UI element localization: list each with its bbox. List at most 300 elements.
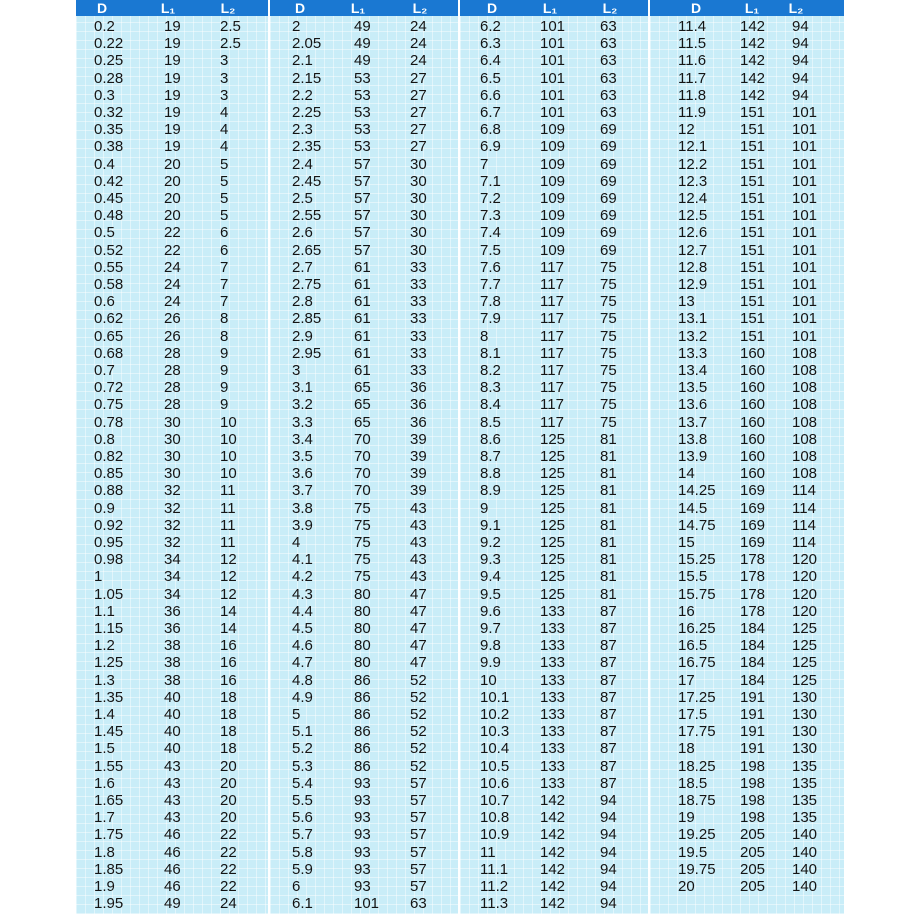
header-d: D: [486, 0, 498, 16]
table-row: [76, 689, 268, 706]
cell-d: 0.62: [94, 310, 124, 328]
cell-d: 1.5: [94, 740, 115, 758]
cell-l1: 142: [540, 878, 566, 895]
cell-l2: 14: [220, 602, 237, 620]
cell-d: 13.6: [678, 396, 708, 414]
table-row: [650, 517, 844, 534]
cell-l1: 191: [740, 740, 766, 758]
cell-l2: 36: [410, 396, 427, 414]
table-row: [650, 293, 844, 310]
cell-l1: 125: [540, 551, 566, 569]
cell-l2: 47: [410, 602, 427, 620]
table-row: [270, 895, 458, 912]
cell-d: 0.8: [94, 430, 115, 448]
cell-d: 0.9: [94, 499, 115, 517]
cell-l2: 101: [792, 327, 818, 345]
cell-l1: 151: [740, 138, 766, 156]
cell-l2: 33: [410, 310, 427, 328]
cell-d: 9.8: [480, 637, 501, 655]
cell-l2: 101: [792, 172, 818, 190]
cell-d: 10.8: [480, 809, 510, 827]
cell-d: 8.6: [480, 430, 501, 448]
table-row: [650, 224, 844, 241]
cell-l1: 57: [354, 224, 371, 242]
cell-d: 8.9: [480, 482, 501, 500]
cell-d: 5.4: [292, 774, 313, 792]
cell-l2: 7: [220, 293, 229, 311]
cell-l1: 70: [354, 465, 371, 483]
cell-l2: 75: [600, 362, 617, 379]
cell-d: 1.85: [94, 860, 124, 878]
cell-l1: 46: [164, 878, 181, 895]
cell-d: 13.5: [678, 379, 708, 397]
cell-l2: 12: [220, 551, 237, 569]
table-row: [270, 121, 458, 138]
table-row: [76, 242, 268, 259]
cell-d: 6.7: [480, 104, 501, 121]
table-row: [76, 740, 268, 757]
cell-d: 2.2: [292, 86, 313, 104]
cell-l1: 101: [540, 104, 566, 121]
cell-l1: 93: [354, 792, 371, 809]
cell-l1: 109: [540, 138, 566, 156]
table-row: [460, 18, 648, 35]
cell-l2: 47: [410, 620, 427, 637]
cell-d: 8: [480, 327, 489, 345]
cell-l2: 63: [600, 18, 617, 35]
header-d: D: [690, 0, 702, 16]
cell-d: 2.75: [292, 276, 322, 293]
cell-d: 18: [678, 740, 695, 758]
cell-d: 2.95: [292, 344, 322, 362]
cell-l1: 101: [540, 52, 566, 70]
cell-l2: 10: [220, 465, 237, 483]
cell-l2: 20: [220, 774, 237, 792]
cell-l1: 32: [164, 534, 181, 551]
cell-l1: 151: [740, 104, 766, 121]
cell-d: 3.8: [292, 499, 313, 517]
cell-l1: 24: [164, 276, 181, 293]
cell-l2: 57: [410, 860, 427, 878]
table-row: [270, 448, 458, 465]
table-row: [650, 276, 844, 293]
cell-l1: 198: [740, 757, 766, 775]
table-row: [270, 586, 458, 603]
table-row: [270, 414, 458, 431]
table-body: [650, 16, 844, 914]
cell-l1: 198: [740, 774, 766, 792]
table-row: [270, 379, 458, 396]
cell-l1: 125: [540, 585, 566, 603]
cell-l2: 10: [220, 413, 237, 431]
cell-d: 7.7: [480, 276, 501, 293]
cell-l2: 30: [410, 172, 427, 190]
cell-d: 0.95: [94, 534, 124, 551]
cell-l1: 22: [164, 224, 181, 242]
cell-l1: 117: [540, 293, 564, 311]
cell-l2: 20: [220, 757, 237, 775]
cell-l1: 125: [540, 516, 566, 534]
cell-l2: 108: [792, 430, 818, 448]
cell-l2: 4: [220, 138, 229, 156]
cell-l2: 16: [220, 654, 237, 672]
cell-l1: 133: [540, 774, 566, 792]
cell-l2: 140: [792, 843, 818, 861]
cell-d: 0.32: [94, 104, 124, 121]
cell-l2: 101: [792, 241, 818, 259]
cell-d: 14.5: [678, 499, 708, 517]
cell-d: 11.1: [480, 860, 509, 878]
table-row: [460, 534, 648, 551]
cell-d: 0.98: [94, 551, 124, 569]
cell-l1: 93: [354, 843, 371, 861]
table-row: [460, 740, 648, 757]
table-row: [460, 379, 648, 396]
cell-l2: 43: [410, 516, 427, 534]
cell-d: 19.5: [678, 843, 708, 861]
cell-d: 13.4: [678, 362, 708, 379]
cell-d: 2.7: [292, 258, 313, 276]
cell-l2: 94: [792, 52, 809, 70]
table-row: [650, 414, 844, 431]
table-row: [650, 844, 844, 861]
cell-d: 6.8: [480, 121, 501, 139]
cell-d: 11.5: [678, 35, 707, 53]
cell-l1: 109: [540, 241, 566, 259]
cell-l2: 94: [792, 69, 809, 87]
cell-l1: 93: [354, 878, 371, 895]
cell-l1: 86: [354, 688, 371, 706]
cell-l1: 151: [740, 276, 766, 293]
cell-d: 7.2: [480, 190, 501, 207]
cell-l1: 151: [740, 224, 766, 242]
table-row: [650, 379, 844, 396]
cell-l1: 117: [540, 413, 564, 431]
cell-d: 4.6: [292, 637, 313, 655]
cell-l2: 63: [600, 35, 617, 53]
cell-l2: 94: [600, 809, 617, 827]
cell-l2: 87: [600, 654, 617, 672]
table-panel-4: [650, 0, 844, 914]
cell-l1: 19: [164, 69, 181, 87]
cell-l2: 24: [410, 52, 427, 70]
cell-l2: 69: [600, 241, 617, 259]
cell-l2: 87: [600, 602, 617, 620]
cell-l2: 33: [410, 258, 427, 276]
table-row: [460, 293, 648, 310]
cell-d: 9.3: [480, 551, 501, 569]
table-row: [76, 224, 268, 241]
cell-l2: 52: [410, 740, 427, 758]
cell-l2: 114: [792, 482, 816, 500]
cell-l2: 135: [792, 792, 818, 809]
cell-d: 12.4: [678, 190, 708, 207]
table-row: [76, 878, 268, 895]
cell-l2: 18: [220, 688, 237, 706]
table-row: [76, 792, 268, 809]
cell-d: 3.6: [292, 465, 313, 483]
table-row: [460, 603, 648, 620]
cell-l2: 69: [600, 138, 617, 156]
cell-l1: 70: [354, 482, 371, 500]
table-row: [650, 121, 844, 138]
table-row: [76, 35, 268, 52]
cell-l1: 53: [354, 104, 371, 121]
table-row: [270, 551, 458, 568]
table-row: [76, 379, 268, 396]
cell-l2: 22: [220, 860, 237, 878]
cell-l1: 40: [164, 723, 181, 741]
cell-d: 4.5: [292, 620, 313, 637]
cell-l2: 101: [792, 138, 818, 156]
table-row: [270, 224, 458, 241]
cell-l1: 24: [164, 258, 181, 276]
cell-l2: 43: [410, 551, 427, 569]
cell-l2: 2.5: [220, 18, 241, 35]
table-row: [460, 345, 648, 362]
cell-l1: 19: [164, 104, 181, 121]
table-row: [270, 156, 458, 173]
cell-d: 0.52: [94, 241, 124, 259]
table-row: [270, 740, 458, 757]
cell-d: 3.9: [292, 516, 313, 534]
cell-d: 0.48: [94, 207, 124, 225]
cell-l2: 12: [220, 568, 237, 586]
cell-d: 6: [292, 878, 301, 895]
table-row: [76, 52, 268, 69]
table-row: [460, 878, 648, 895]
cell-d: 12.5: [678, 207, 708, 225]
cell-l1: 38: [164, 671, 181, 689]
cell-d: 13.3: [678, 344, 708, 362]
cell-d: 0.3: [94, 86, 115, 104]
cell-d: 8.5: [480, 413, 501, 431]
table-row: [270, 672, 458, 689]
cell-l2: 108: [792, 448, 818, 465]
cell-l1: 86: [354, 757, 371, 775]
cell-l2: 125: [792, 671, 818, 689]
table-row: [270, 52, 458, 69]
cell-l2: 87: [600, 688, 617, 706]
cell-d: 5.9: [292, 860, 313, 878]
cell-l2: 69: [600, 190, 617, 207]
table-row: [650, 87, 844, 104]
cell-l1: 125: [540, 568, 566, 586]
drill-size-table: [76, 0, 844, 914]
header-l2: L₂: [220, 0, 236, 16]
table-row: [650, 138, 844, 155]
cell-l2: 39: [410, 465, 427, 483]
cell-l2: 101: [792, 224, 818, 242]
table-row: [650, 740, 844, 757]
cell-l1: 205: [740, 826, 766, 844]
cell-l1: 151: [740, 258, 766, 276]
cell-l2: 125: [792, 620, 818, 637]
table-row: [460, 551, 648, 568]
cell-l2: 16: [220, 671, 237, 689]
cell-l1: 109: [540, 207, 566, 225]
table-row: [650, 18, 844, 35]
cell-l1: 160: [740, 362, 766, 379]
table-row: [76, 190, 268, 207]
table-row: [460, 156, 648, 173]
cell-l1: 142: [540, 895, 566, 913]
cell-d: 4.3: [292, 585, 313, 603]
cell-l2: 27: [410, 138, 427, 156]
table-row: [76, 637, 268, 654]
cell-l1: 117: [540, 344, 564, 362]
cell-l1: 75: [354, 568, 371, 586]
cell-l1: 28: [164, 396, 181, 414]
cell-d: 18.5: [678, 774, 708, 792]
cell-l2: 75: [600, 344, 617, 362]
cell-l1: 32: [164, 499, 181, 517]
table-row: [650, 345, 844, 362]
cell-d: 14: [678, 465, 695, 483]
cell-l1: 133: [540, 723, 566, 741]
cell-l2: 135: [792, 809, 818, 827]
cell-l1: 133: [540, 654, 566, 672]
table-header: [650, 0, 844, 16]
cell-l2: 11: [220, 482, 236, 500]
cell-l2: 52: [410, 757, 427, 775]
cell-l1: 43: [164, 809, 181, 827]
table-row: [460, 121, 648, 138]
cell-l2: 94: [600, 878, 617, 895]
cell-l1: 133: [540, 706, 566, 723]
cell-l2: 39: [410, 482, 427, 500]
cell-d: 10.3: [480, 723, 510, 741]
header-l1: L₁: [542, 0, 558, 16]
cell-l2: 57: [410, 774, 427, 792]
table-row: [460, 517, 648, 534]
cell-d: 13.7: [678, 413, 708, 431]
cell-l1: 160: [740, 344, 766, 362]
cell-d: 6.3: [480, 35, 501, 53]
table-row: [270, 293, 458, 310]
cell-l2: 33: [410, 344, 427, 362]
cell-l1: 160: [740, 430, 766, 448]
cell-l2: 63: [600, 104, 617, 121]
cell-l2: 114: [792, 499, 816, 517]
table-row: [650, 758, 844, 775]
table-row: [460, 259, 648, 276]
cell-l2: 69: [600, 172, 617, 190]
cell-l2: 69: [600, 121, 617, 139]
cell-l1: 22: [164, 241, 181, 259]
table-row: [270, 775, 458, 792]
cell-d: 7.5: [480, 241, 501, 259]
table-row: [76, 207, 268, 224]
cell-l1: 169: [740, 482, 766, 500]
table-row: [650, 654, 844, 671]
cell-d: 18.75: [678, 792, 716, 809]
cell-l1: 30: [164, 430, 181, 448]
cell-d: 0.75: [94, 396, 124, 414]
cell-d: 4.2: [292, 568, 313, 586]
cell-d: 17.75: [678, 723, 716, 741]
cell-l2: 57: [410, 843, 427, 861]
cell-l2: 3: [220, 86, 229, 104]
cell-d: 11.8: [678, 86, 707, 104]
cell-l1: 19: [164, 18, 181, 35]
table-row: [460, 758, 648, 775]
table-row: [76, 826, 268, 843]
cell-l2: 87: [600, 706, 617, 723]
table-row: [270, 173, 458, 190]
cell-l2: 140: [792, 860, 818, 878]
table-row: [270, 878, 458, 895]
cell-l2: 94: [792, 18, 809, 35]
cell-l2: 87: [600, 723, 617, 741]
cell-l1: 80: [354, 654, 371, 672]
cell-l2: 87: [600, 620, 617, 637]
cell-l1: 93: [354, 860, 371, 878]
cell-d: 7.9: [480, 310, 501, 328]
cell-l2: 27: [410, 69, 427, 87]
cell-l2: 101: [792, 258, 818, 276]
cell-d: 13.1: [678, 310, 708, 328]
cell-l1: 57: [354, 172, 371, 190]
cell-d: 11.2: [480, 878, 509, 895]
table-row: [650, 448, 844, 465]
cell-l1: 151: [740, 155, 766, 173]
table-row: [650, 328, 844, 345]
cell-d: 17.5: [678, 706, 708, 723]
cell-l2: 47: [410, 585, 427, 603]
cell-l2: 69: [600, 224, 617, 242]
table-row: [76, 18, 268, 35]
table-row: [76, 895, 268, 912]
cell-l1: 75: [354, 516, 371, 534]
cell-l1: 30: [164, 465, 181, 483]
table-row: [650, 534, 844, 551]
cell-d: 0.5: [94, 224, 115, 242]
table-row: [650, 551, 844, 568]
cell-d: 8.2: [480, 362, 501, 379]
cell-l1: 53: [354, 138, 371, 156]
cell-d: 8.3: [480, 379, 501, 397]
cell-l2: 11: [220, 499, 236, 517]
table-row: [76, 431, 268, 448]
cell-l2: 101: [792, 121, 818, 139]
cell-l2: 5: [220, 207, 229, 225]
cell-l2: 140: [792, 826, 818, 844]
cell-d: 0.6: [94, 293, 115, 311]
table-row: [460, 35, 648, 52]
cell-d: 2.1: [292, 52, 313, 70]
table-row: [270, 792, 458, 809]
cell-d: 3.7: [292, 482, 313, 500]
cell-d: 0.7: [94, 362, 115, 379]
cell-l1: 205: [740, 878, 766, 895]
table-row: [460, 654, 648, 671]
table-row: [76, 758, 268, 775]
cell-d: 1.55: [94, 757, 124, 775]
cell-d: 2.65: [292, 241, 322, 259]
cell-l1: 117: [540, 362, 564, 379]
cell-d: 6.2: [480, 18, 501, 35]
cell-l1: 142: [540, 826, 566, 844]
cell-l1: 34: [164, 585, 181, 603]
table-row: [460, 861, 648, 878]
cell-l2: 130: [792, 723, 818, 741]
table-row: [460, 792, 648, 809]
cell-l2: 75: [600, 379, 617, 397]
cell-d: 0.45: [94, 190, 124, 207]
cell-l2: 125: [792, 637, 818, 655]
table-row: [460, 706, 648, 723]
